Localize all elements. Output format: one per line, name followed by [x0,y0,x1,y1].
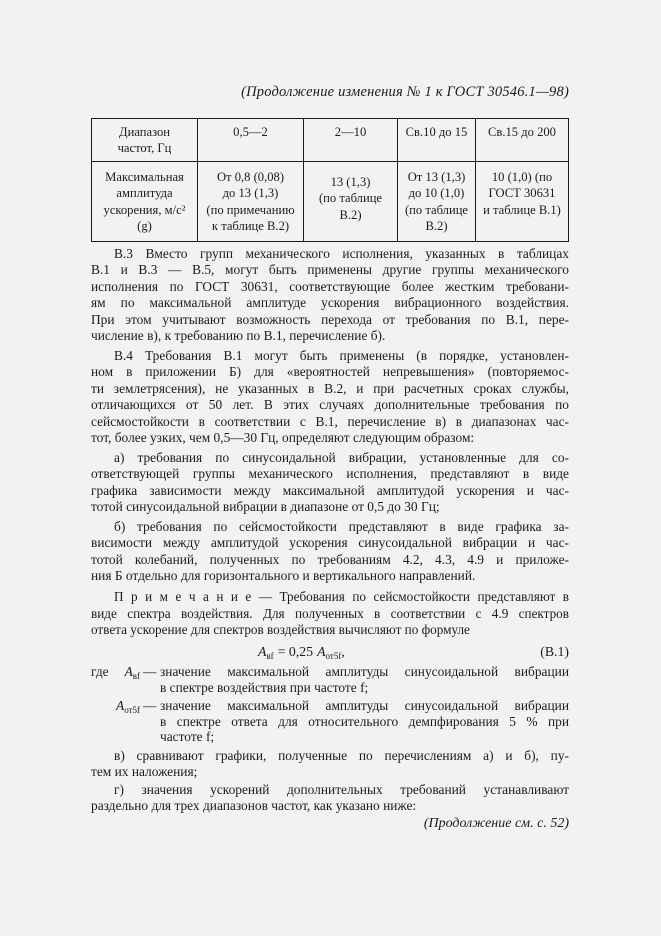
definition-dash: — [143,698,157,713]
value-cell-range-15-to-200 [476,162,569,242]
value-cell-range-2-to-10 [304,162,398,242]
value-cell-range-0-5-to-2-line: (по примечанию [206,202,295,217]
value-cell-range-15-to-200-line: ГОСТ 30631 [488,186,556,201]
list-item-b-line: б) требования по сейсмостойкости представляют в виде графика за- [114,519,569,534]
list-item-a-line: ответствующей группы механического исполнения, представляют в виде [91,466,569,482]
where-intro: где [91,664,109,679]
definition-a-vf [91,664,569,696]
list-item-a-line: тотой синусоидальной вибрации в диапазоне от 0,5 до 30 Гц; [91,499,440,515]
row-label-max-acceleration-line: амплитуда [116,186,173,201]
list-item-v [91,748,569,780]
note-text [91,589,569,639]
clause-b4-line: сейсмостойкости в соответствии с В.1, перечисление в) в диапазонах час- [91,413,569,429]
value-cell-range-10-to-15 [398,162,476,242]
row-label-max-acceleration-line: Максимальная [105,170,184,184]
value-cell-range-15-to-200-line: и таблице В.1) [483,202,561,217]
list-item-b [91,519,569,585]
value-cell-range-10-to-15-line: От 13 (1,3) [407,170,466,184]
list-item-v-line: в) сравнивают графики, полученные по перечислениям а) и б), пу- [114,748,569,763]
formula-symbol-right: A [317,644,326,659]
list-item-a-line: а) требования по синусоидальной вибрации, установленные для со- [114,450,569,465]
clause-b3-line: В.3 Вместо групп механического исполнения, указанных в таблицах [114,246,569,261]
definition-a-vf-text-line: в спектре воздействия при частоте f; [160,680,369,695]
clause-b4-line: ти землетрясения), не указанных в В.2, и при расчетных сроках службы, [91,380,569,396]
header-cell-range-0-5-to-2 [198,119,304,162]
definition-a-ot5f-text-line: значение максимальной амплитуды синусоидальной вибрации [160,698,569,713]
list-item-v-line: тем их наложения; [91,764,198,779]
value-cell-range-10-to-15-line: до 10 (1,0) [408,186,465,201]
note-text-line: ответа ускорение для спектров воздействия вычисляют по формуле [91,622,470,637]
value-cell-range-0-5-to-2-line: От 0,8 (0,08) [216,170,285,184]
header-cell-frequency-range-line: частот, Гц [117,141,172,156]
definition-a-vf-text-line: значение максимальной амплитуды синусоидальной вибрации [160,664,569,679]
clause-b3-line: исполнения по ГОСТ 30631, соответствующие более жестким требовани- [91,278,569,294]
clause-b3-line: При этом учитывают возможность перехода от требования по В.1, пере- [91,311,569,327]
continuation-footer: (Продолжение см. с. 52) [423,816,569,831]
value-cell-range-0-5-to-2-line: к таблице В.2) [211,219,290,234]
value-cell-range-15-to-200-line: 10 (1,0) (по [491,170,553,184]
clause-b4-line: отличающихся от 50 лет. В этих случаях дополнительные требования по [91,397,569,413]
clause-b3 [91,246,569,344]
definition-a-ot5f [91,698,569,746]
clause-b4-line: тот, более узких, чем 0,5—30 Гц, определяют следующим образом: [91,430,475,446]
header-cell-range-10-to-15 [398,119,476,162]
header-cell-frequency-range-line: Диапазон [118,125,171,139]
header-cell-frequency-range [92,119,198,162]
list-item-b-line: тотой колебаний, полученных по требованиям 4.2, 4.3, 4.9 и приложе- [91,551,569,567]
symbol-subscript: от5f [124,705,140,715]
equation-number: (В.1) [540,644,569,659]
note-text-line: виде спектра воздействия. Для полученных в соответствии с 4.9 спектров [91,605,569,621]
value-cell-range-0-5-to-2 [198,162,304,242]
list-item-g-line: раздельно для трех диапазонов частот, как указано ниже: [91,798,417,813]
header-cell-range-15-to-200-line: Св.15 до 200 [488,125,556,139]
clause-b4-line: В.4 Требования В.1 могут быть применены (в порядке, установлен- [114,348,569,363]
row-label-max-acceleration [92,162,198,242]
value-cell-range-0-5-to-2-line: до 13 (1,3) [222,186,279,201]
symbol-letter: A [116,698,125,713]
value-cell-range-2-to-10-line: (по таблице [318,191,383,206]
formula-operator: = 0,25 [277,644,314,659]
header-cell-range-10-to-15-line: Св.10 до 15 [405,125,468,139]
definition-a-vf-text [160,664,569,696]
list-item-a [91,450,569,516]
definition-a-ot5f-text-line: частоте f; [160,729,215,745]
header-cell-range-2-to-10-line: 2—10 [334,125,367,139]
symbol-subscript: вf [132,671,140,681]
list-item-g-line: г) значения ускорений дополнительных требований устанавливают [114,782,569,797]
note-text-line: П р и м е ч а н и е — Требования по сейсмостойкости представляют в [114,589,569,604]
value-cell-range-10-to-15-line: В.2) [425,219,448,234]
definition-a-ot5f-text-line: в спектре ответа для относительного демпфирования 5 % при [160,713,569,729]
clause-b3-line: ям по максимальной амплитуде ускорения вибрационного воздействия. [91,295,569,311]
definition-symbol-a-vf [91,664,140,680]
list-item-b-line: ния Б отдельно для горизонтального и вертикального направлений. [91,568,476,584]
list-item-b-line: висимости между амплитудой ускорения синусоидальной вибрации и час- [91,535,569,551]
header-cell-range-0-5-to-2-line: 0,5—2 [233,125,268,139]
header-cell-range-15-to-200 [476,119,569,162]
header-cell-range-2-to-10 [304,119,398,162]
list-item-g [91,782,569,814]
row-label-max-acceleration-line: (g) [137,219,152,234]
formula-subscript-right: от5f [325,651,342,661]
row-label-max-acceleration-line: ускорения, м/с² [103,202,186,217]
formula-trailing-comma: , [341,644,345,659]
clause-b4 [91,348,569,446]
value-cell-range-2-to-10-line: В.2) [339,207,362,222]
definition-a-ot5f-text [160,698,569,745]
definition-dash: — [143,664,157,679]
formula-b1 [91,643,569,661]
formula-subscript-left: вf [266,651,274,661]
clause-b3-line: числение в), к требованию по В.1, перечисление б). [91,328,386,344]
value-cell-range-10-to-15-line: (по таблице [404,202,469,217]
frequency-acceleration-table [91,118,569,242]
formula-expression [258,643,345,660]
running-header: (Продолжение изменения № 1 к ГОСТ 30546.1—98) [241,84,569,100]
value-cell-range-2-to-10-line: 13 (1,3) [330,175,371,189]
clause-b3-line: В.1 и В.3 — В.5, могут быть применены другие группы механического [91,262,569,278]
clause-b4-line: ном в приложении Б) для «вероятностей непревышения» (повторяемос- [91,364,569,380]
symbol-letter: A [124,664,133,679]
list-item-a-line: графика зависимости между максимальной амплитудой ускорения и час- [91,482,569,498]
definition-symbol-a-ot5f [91,698,140,714]
formula-symbol-left: A [258,644,267,659]
